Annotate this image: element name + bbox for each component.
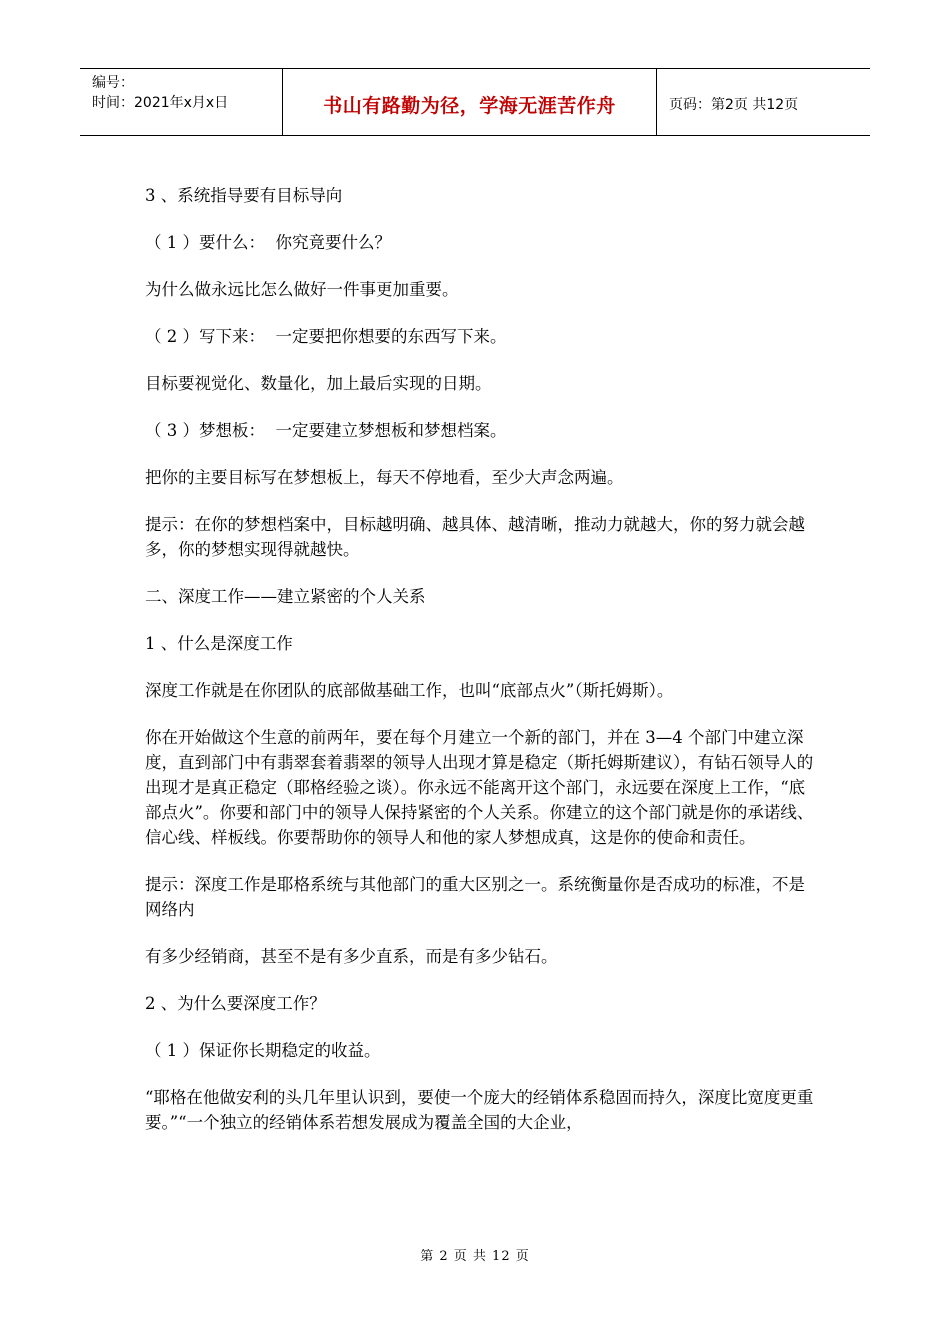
document-body <box>145 183 815 1157</box>
section-heading: 3 、系统指导要有目标导向 <box>145 186 343 205</box>
header-meta <box>80 69 283 135</box>
paragraph: （ 1 ）要什么： 你究竟要什么？ <box>145 233 391 252</box>
tip-paragraph: 提示：深度工作是耶格系统与其他部门的重大区别之一。系统衡量你是否成功的标准，不是网络内 <box>145 875 805 919</box>
paragraph: 深度工作就是在你团队的底部做基础工作，也叫“底部点火”（斯托姆斯）。 <box>145 681 674 700</box>
section-heading: 二、深度工作——建立紧密的个人关系 <box>145 587 426 606</box>
paragraph: 为什么做永远比怎么做好一件事更加重要。 <box>145 280 459 299</box>
document-date: 时间：2021年x月x日 <box>92 95 229 111</box>
paragraph: 你在开始做这个生意的前两年，要在每个月建立一个新的部门，并在 3—4 个部门中建立深度，直到部门中有翡翠套着翡翠的领导人出现才算是稳定（斯托姆斯建议），有钻石领导人的出现才是真正稳定（耶格经验之谈）。你永远不能离开这个部门，永远要在深度上工作，“底部点火”。你要和部门中的领导人保持紧密的个人关系。你建立的这个部门就是你的承诺线、信心线、样板线。你要帮助你的领导人和他的家人梦想成真，这是你的使命和责任。 <box>145 728 814 847</box>
page-footer: 第 2 页 共 12 页 <box>420 1249 530 1264</box>
header-motto: 书山有路勤为径，学海无涯苦作舟 <box>283 69 657 135</box>
tip-paragraph: 提示：在你的梦想档案中，目标越明确、越具体、越清晰，推动力就越大，你的努力就会越多，你的梦想实现得就越快。 <box>145 515 805 559</box>
paragraph: 把你的主要目标写在梦想板上，每天不停地看，至少大声念两遍。 <box>145 468 624 487</box>
page-header <box>80 68 870 136</box>
header-page-info: 页码：第2页 共12页 <box>669 97 799 113</box>
quote-paragraph: “耶格在他做安利的头几年里认识到，要使一个庞大的经销体系稳固而持久，深度比宽度更重要。”“一个独立的经销体系若想发展成为覆盖全国的大企业， <box>145 1088 814 1132</box>
paragraph: （ 1 ）保证你长期稳定的收益。 <box>145 1041 381 1060</box>
paragraph: 有多少经销商，甚至不是有多少直系，而是有多少钻石。 <box>145 947 558 966</box>
subsection-heading: 1 、什么是深度工作 <box>145 634 293 653</box>
subsection-heading: 2 、为什么要深度工作？ <box>145 994 326 1013</box>
document-number-label: 编号： <box>92 75 134 91</box>
paragraph: （ 2 ）写下来： 一定要把你想要的东西写下来。 <box>145 327 507 346</box>
paragraph: 目标要视觉化、数量化，加上最后实现的日期。 <box>145 374 492 393</box>
paragraph: （ 3 ）梦想板： 一定要建立梦想板和梦想档案。 <box>145 421 507 440</box>
